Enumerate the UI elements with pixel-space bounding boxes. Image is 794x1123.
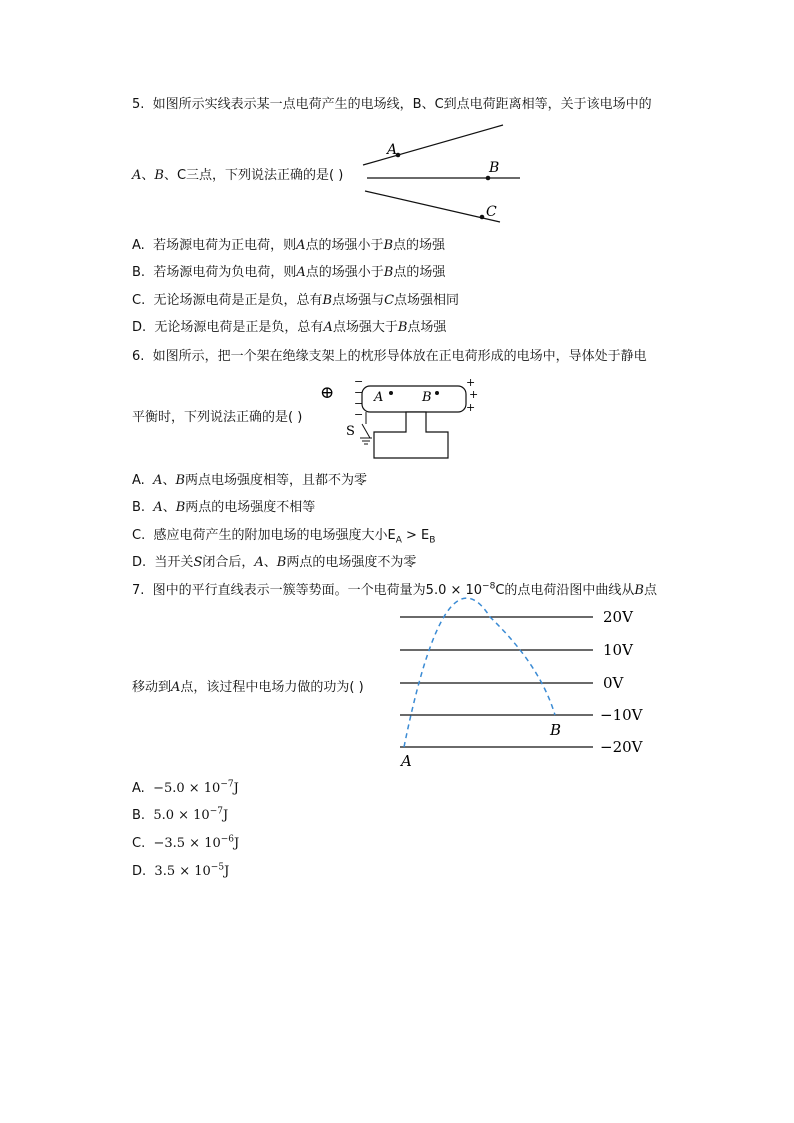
var: C: [384, 293, 395, 308]
option-text: 两点的电场强度不相等: [185, 500, 316, 515]
q5-stem-line2: [132, 167, 343, 185]
option-value: 3.5 × 10: [154, 864, 211, 879]
option-text: 无论场源电荷是正是负，总有: [154, 320, 324, 335]
q6-number: 6.: [132, 349, 145, 364]
subscript: A: [395, 535, 402, 546]
q7-stem-line2: [132, 679, 364, 697]
option-letter: B.: [132, 265, 146, 280]
q5-field-line-figure: [355, 125, 530, 225]
q5-number: 5.: [132, 97, 145, 112]
insulating-stand: [374, 412, 448, 458]
q6-stem-line2: [132, 409, 302, 427]
q5-stem-text: 如图所示实线表示某一点电荷产生的电场线，B、C到点电荷距离相等，关于该电场中的: [152, 97, 652, 112]
option-text: 点的场强小于: [305, 238, 384, 253]
option-letter: C.: [132, 528, 146, 543]
sep: 、: [162, 500, 176, 515]
option-text: 点的场强: [393, 238, 446, 253]
q7-option-d[interactable]: [132, 863, 229, 881]
option-letter: B.: [132, 500, 146, 515]
q7-option-a[interactable]: [132, 780, 239, 798]
option-text: 两点的电场强度不为零: [286, 555, 417, 570]
option-text: 点场强: [407, 320, 447, 335]
var: B: [175, 500, 186, 515]
var: A: [296, 265, 306, 280]
var: B: [634, 583, 644, 598]
var: B: [276, 555, 287, 570]
fig5-label-B: B: [489, 160, 500, 176]
option-letter: B.: [132, 808, 146, 823]
option-text: 点场强大于: [332, 320, 398, 335]
point-B-dot: [435, 391, 439, 395]
option-letter: D.: [132, 864, 147, 879]
q7-stem-text: 点，该过程中电场力做的功为( ): [180, 680, 364, 695]
q6-option-c[interactable]: [132, 527, 435, 545]
plus-sign: +: [469, 388, 479, 401]
option-text: 若场源电荷为正电荷，则: [153, 238, 297, 253]
option-letter: D.: [132, 320, 147, 335]
var-B: B: [154, 168, 164, 183]
exponent: −7: [220, 779, 234, 790]
var: A: [153, 473, 163, 488]
option-text: 点的场强: [393, 265, 446, 280]
q7-stem-text: 移动到: [132, 680, 172, 695]
level-label-minus10V: −10V: [600, 706, 643, 724]
option-text: 点场强相同: [394, 293, 460, 308]
option-letter: A.: [132, 781, 145, 796]
unit: J: [233, 781, 239, 796]
fig6-label-A: A: [374, 390, 384, 405]
fig7-label-B: B: [550, 721, 562, 739]
q5-option-b[interactable]: [132, 264, 445, 282]
option-text: 闭合后，: [202, 555, 255, 570]
var: B: [383, 238, 394, 253]
point-A-dot: [389, 391, 393, 395]
fig5-label-A: A: [387, 142, 398, 158]
level-label-0V: 0V: [603, 674, 624, 692]
q6-option-b[interactable]: [132, 499, 315, 517]
minus-sign: −: [354, 408, 364, 421]
option-value: 5.0 × 10: [153, 808, 210, 823]
option-text: > E: [401, 528, 430, 543]
q6-conductor-figure: [318, 372, 483, 462]
exponent: −7: [209, 806, 223, 817]
sep: 、: [141, 168, 155, 183]
subscript: B: [429, 535, 436, 546]
var: B: [397, 320, 408, 335]
unit: J: [234, 836, 240, 851]
q7-option-c[interactable]: [132, 835, 239, 853]
q6-option-d[interactable]: [132, 554, 416, 572]
sep: 、: [263, 555, 277, 570]
unit: J: [222, 808, 229, 823]
charge-trajectory-curve: [404, 598, 555, 747]
option-text: 点场强与: [332, 293, 385, 308]
exponent: −5: [210, 862, 225, 873]
level-label-10V: 10V: [603, 641, 633, 659]
exponent: −8: [482, 581, 496, 592]
var: B: [383, 265, 394, 280]
option-letter: C.: [132, 836, 146, 851]
q7-stem-line1: [132, 582, 657, 600]
q7-equipotential-figure: [395, 605, 655, 770]
switch-S: [362, 424, 370, 438]
var: A: [171, 680, 181, 695]
level-label-minus20V: −20V: [600, 738, 643, 756]
var: B: [322, 293, 333, 308]
point-C-dot: [480, 215, 485, 220]
fig6-label-S: S: [346, 424, 355, 439]
q6-stem-text: 如图所示，把一个架在绝缘支架上的枕形导体放在正电荷形成的电场中，导体处于静电: [152, 349, 647, 364]
fig6-label-B: B: [422, 390, 432, 405]
var: A: [254, 555, 264, 570]
var-A: A: [132, 168, 142, 183]
q6-stem-line1: [132, 348, 647, 366]
option-value: −5.0 × 10: [153, 781, 221, 796]
positive-charge-icon: ⊕: [320, 383, 335, 403]
option-text: 点的场强小于: [305, 265, 384, 280]
field-line-upper: [363, 125, 503, 165]
q5-option-d[interactable]: [132, 319, 446, 337]
point-B-dot: [486, 176, 491, 181]
plus-sign: +: [466, 401, 476, 414]
fig5-label-C: C: [486, 204, 497, 220]
option-text: 若场源电荷为负电荷，则: [153, 265, 297, 280]
var: B: [175, 473, 186, 488]
fig7-label-A: A: [401, 752, 412, 770]
q6-option-a[interactable]: [132, 472, 367, 490]
option-text: 两点电场强度相等，且都不为零: [185, 473, 368, 488]
plus-sign: +: [466, 376, 476, 389]
option-text: 无论场源电荷是正是负，总有: [153, 293, 323, 308]
q7-stem-text: 图中的平行直线表示一簇等势面。一个电荷量为5.0 × 10: [152, 583, 483, 598]
option-letter: D.: [132, 555, 147, 570]
q7-stem-text: 点: [643, 583, 657, 598]
var: A: [296, 238, 306, 253]
minus-sign: −: [354, 386, 364, 399]
q5-stem-line1: [132, 96, 652, 114]
sep: 、: [162, 473, 176, 488]
q7-number: 7.: [132, 583, 145, 598]
q7-option-b[interactable]: [132, 807, 228, 825]
option-letter: C.: [132, 293, 146, 308]
option-value: −3.5 × 10: [153, 836, 221, 851]
unit: J: [224, 864, 230, 879]
exponent: −6: [220, 834, 235, 845]
q5-stem-line2-text: 、C三点，下列说法正确的是( ): [163, 168, 344, 183]
option-text: 当开关: [154, 555, 194, 570]
option-letter: A.: [132, 473, 145, 488]
var: A: [153, 500, 163, 515]
level-label-20V: 20V: [603, 608, 633, 626]
var: S: [193, 555, 203, 570]
minus-sign: −: [354, 397, 364, 410]
option-text: 感应电荷产生的附加电场的电场强度大小E: [153, 528, 396, 543]
var: A: [323, 320, 333, 335]
q5-option-a[interactable]: [132, 237, 445, 255]
q6-stem-line2-text: 平衡时，下列说法正确的是( ): [132, 410, 303, 425]
q7-stem-text: C的点电荷沿图中曲线从: [495, 583, 635, 598]
q5-option-c[interactable]: [132, 292, 459, 310]
option-letter: A.: [132, 238, 145, 253]
minus-sign: −: [354, 375, 364, 388]
